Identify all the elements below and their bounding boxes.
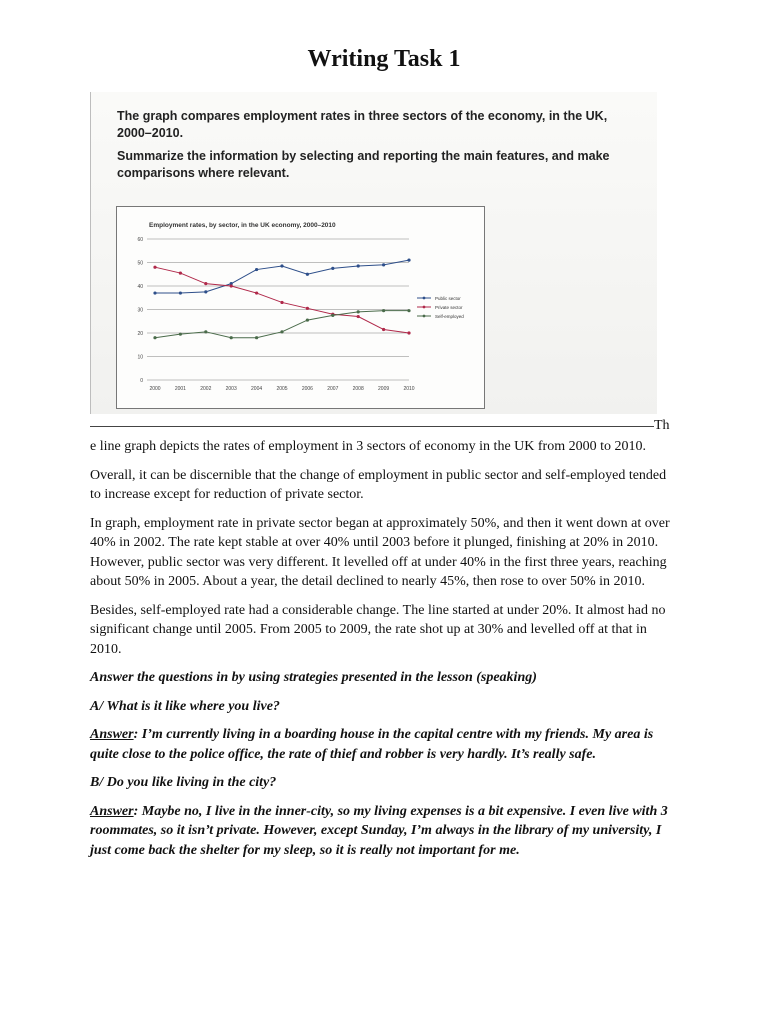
x-tick-label: 2003 [225, 386, 237, 392]
essay-body [90, 437, 680, 869]
data-point [280, 330, 283, 333]
data-point [331, 314, 334, 317]
chart-title: Employment rates, by sector, in the UK economy, 2000–2010 [149, 222, 336, 229]
x-tick-label: 2007 [327, 386, 339, 392]
data-point [407, 309, 410, 312]
prompt-line-1: The graph compares employment rates in three sectors of the economy, in the UK, 2000–2010. [117, 109, 608, 140]
paragraph-intro: e line graph depicts the rates of employment in 3 sectors of economy in the UK from 2000 to 2010. [90, 439, 646, 454]
x-tick-label: 2004 [251, 386, 263, 392]
data-point [357, 310, 360, 313]
task-prompt [117, 108, 637, 188]
text-fragment: Th [654, 418, 670, 433]
series-line [155, 267, 409, 333]
data-point [382, 328, 385, 331]
data-point [179, 333, 182, 336]
answer-b [90, 802, 680, 861]
data-point [331, 267, 334, 270]
data-point [382, 309, 385, 312]
line-chart [116, 206, 485, 409]
x-tick-label: 2009 [378, 386, 390, 392]
legend-marker [423, 315, 426, 318]
data-point [179, 271, 182, 274]
task-scan-image [90, 92, 657, 414]
x-tick-label: 2008 [352, 386, 364, 392]
x-tick-label: 2002 [200, 386, 212, 392]
data-point [255, 336, 258, 339]
y-tick-label: 20 [137, 331, 143, 337]
x-tick-label: 2001 [174, 386, 186, 392]
x-tick-label: 2000 [149, 386, 161, 392]
data-point [306, 318, 309, 321]
data-point [204, 282, 207, 285]
paragraph-detail-1: In graph, employment rate in private sector began at approximately 50%, and then it went down at over 40% in 2002. The rate kept stable at over 40% until 2003 before it plunged, finishing at 20% in 2010. However, public sector was very different. It levelled off at under 40% in the first three years, reaching about 50% in 2005. About a year, the detail declined to nearly 45%, then rose to over 50% in 2010. [90, 515, 670, 589]
legend-label: Self-employed [435, 314, 464, 319]
legend-marker [423, 297, 426, 300]
data-point [407, 331, 410, 334]
answer-b-text: : Maybe no, I live in the inner-city, so my living expenses is a bit expensive. I even live with 3 roommates, so it isn’t private. However, except Sunday, I’m always in the library of my university, I just come back the shelter for my sleep, so it is really not important for me. [90, 803, 668, 858]
page-title: Writing Task 1 [307, 46, 461, 72]
data-point [306, 273, 309, 276]
data-point [153, 336, 156, 339]
y-tick-label: 50 [137, 260, 143, 267]
data-point [357, 315, 360, 318]
question-b: B/ Do you like living in the city? [90, 775, 277, 790]
y-tick-label: 40 [137, 284, 143, 290]
speaking-instruction: Answer the questions in by using strategies presented in the lesson (speaking) [90, 670, 537, 685]
x-tick-label: 2006 [301, 386, 313, 392]
prompt-line-2: Summarize the information by selecting and reporting the main features, and make comparisons where relevant. [117, 149, 610, 180]
answer-label: Answer [90, 803, 134, 819]
data-point [230, 336, 233, 339]
answer-a [90, 725, 680, 764]
data-point [280, 301, 283, 304]
data-point [306, 307, 309, 310]
y-tick-label: 60 [137, 237, 143, 243]
question-a: A/ What is it like where you live? [90, 698, 280, 714]
series-line [155, 311, 409, 338]
answer-label: Answer [90, 727, 134, 742]
paragraph-overview: Overall, it can be discernible that the change of employment in public sector and self-employed tended to increase except for reduction of private sector. [90, 467, 667, 502]
data-point [153, 266, 156, 269]
data-point [153, 291, 156, 294]
answer-a-text: : I’m currently living in a boarding house in the capital centre with my friends. My area is quite close to the police office, the rate of thief and robber is very hardly. It’s really safe. [90, 727, 654, 762]
underline-rule [90, 426, 654, 427]
data-point [204, 330, 207, 333]
y-tick-label: 30 [137, 307, 143, 314]
legend-label: Private sector [435, 305, 463, 310]
legend-label: Public sector [435, 296, 461, 301]
data-point [280, 264, 283, 267]
x-tick-label: 2005 [276, 386, 288, 392]
legend-marker [423, 306, 426, 309]
data-point [407, 259, 410, 262]
y-tick-label: 10 [137, 354, 143, 361]
y-tick-label: 0 [140, 378, 143, 384]
data-point [255, 291, 258, 294]
data-point [179, 291, 182, 294]
data-point [382, 263, 385, 266]
chart-svg [117, 207, 484, 408]
x-tick-label: 2010 [403, 386, 415, 392]
data-point [255, 268, 258, 271]
paragraph-detail-2: Besides, self-employed rate had a considerable change. The line started at under 20%. It almost had no significant change until 2005. From 2005 to 2009, the rate shot up at 30% and levelled off at that in 2010. [90, 602, 666, 657]
data-point [357, 264, 360, 267]
data-point [230, 284, 233, 287]
data-point [204, 290, 207, 293]
